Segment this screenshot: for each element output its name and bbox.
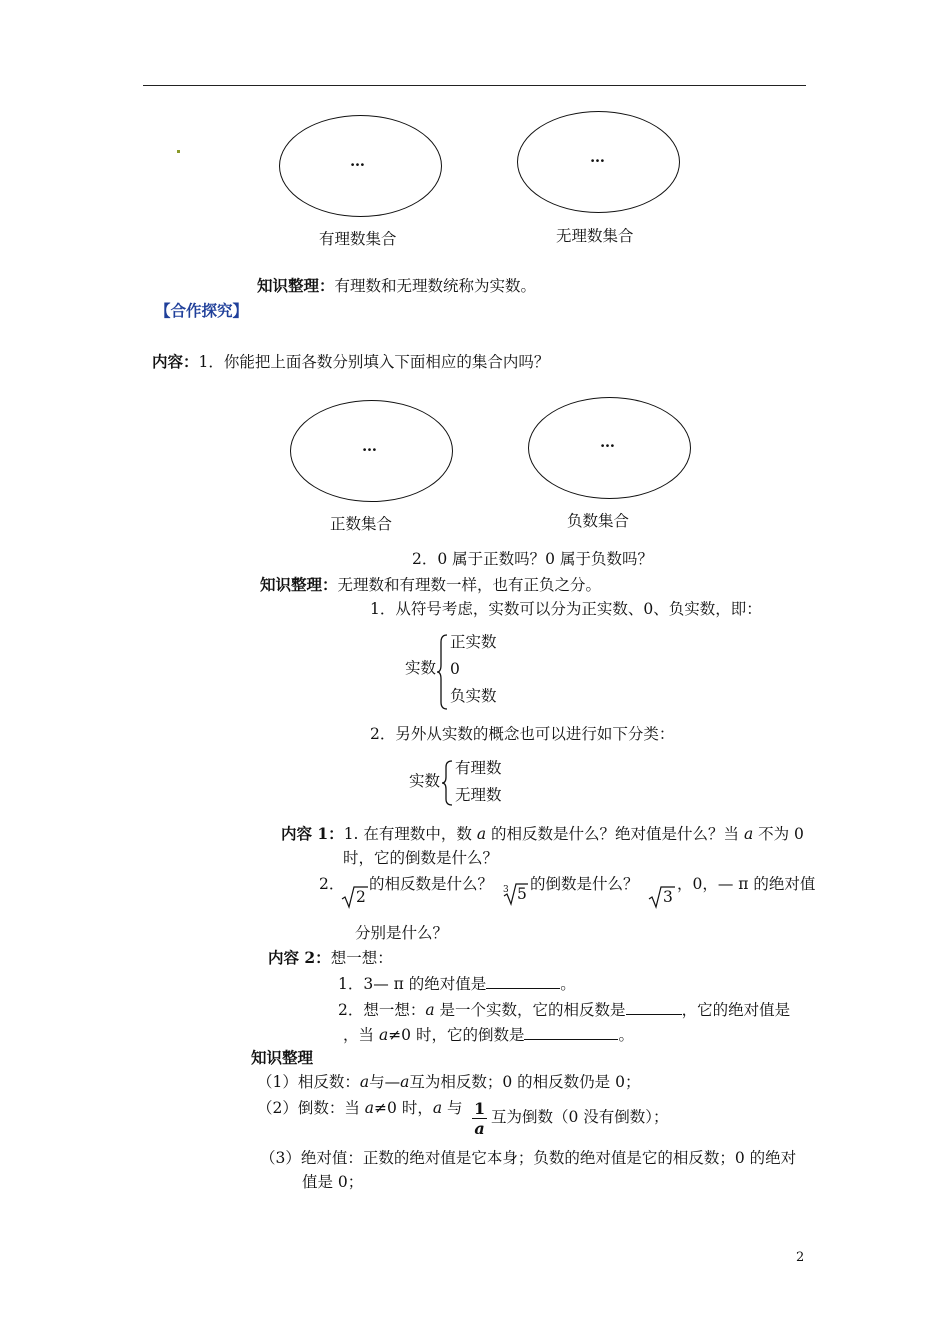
reciprocal-fraction xyxy=(472,1101,487,1137)
class1-item-negative: 负实数 xyxy=(450,687,497,705)
var-a: a xyxy=(400,1073,410,1091)
note3-head: 知识整理 xyxy=(251,1048,314,1067)
positive-set-label: 正数集合 xyxy=(330,515,393,533)
irrational-set-label: 无理数集合 xyxy=(556,227,634,245)
var-a: a xyxy=(476,825,487,843)
answer-blank-2[interactable] xyxy=(626,1001,682,1015)
content2-title-line xyxy=(268,950,393,967)
sqrt3-value: 3 xyxy=(663,888,673,906)
content2-l1-b: 。 xyxy=(560,975,576,993)
class1-root: 实数 xyxy=(405,659,437,677)
note3-p1 xyxy=(257,1075,640,1091)
content2-title: 想一想： xyxy=(330,949,393,967)
class1-brace xyxy=(436,634,448,710)
content2-l1-a: 1．3— π 的绝对值是 xyxy=(338,975,487,993)
section-heading: 【合作探究】 xyxy=(155,301,249,320)
content1-q2-num: 2． xyxy=(319,875,345,893)
content2-l2-c: ，它的绝对值是 xyxy=(681,1001,791,1019)
positive-set-dots: … xyxy=(362,437,378,455)
content2-l2-b: 是一个实数，它的相反数是 xyxy=(434,1001,626,1019)
note3-p2-d: 互为倒数（0 没有倒数）； xyxy=(491,1108,669,1126)
content-intro-head: 内容： xyxy=(152,352,199,371)
note2-text: 无理数和有理数一样，也有正负之分。 xyxy=(337,576,602,594)
note3-p2-c: 与 xyxy=(442,1099,463,1117)
var-a: a xyxy=(359,1073,370,1091)
note3-p2-b: ≠0 时， xyxy=(374,1099,433,1117)
content2-l3-a: ，当 xyxy=(343,1026,379,1044)
content1-q2-c: ，0，— π 的绝对值 xyxy=(677,875,816,893)
cbrt-index: 3 xyxy=(503,885,509,895)
fraction-numerator: 1 xyxy=(474,1099,486,1118)
var-a: a xyxy=(364,1099,375,1117)
content2-l3-b: ≠0 时，它的倒数是 xyxy=(388,1026,525,1044)
content1-q2-d: 分别是什么？ xyxy=(355,924,449,942)
content1-head: 内容 1： xyxy=(281,824,344,843)
note3-p3-line1: （3）绝对值：正数的绝对值是它本身；负数的绝对值是它的相反数；0 的绝对 xyxy=(260,1149,797,1167)
content2-line2 xyxy=(338,1001,790,1019)
irrational-set-dots: … xyxy=(590,148,606,166)
note3-p2-a: （2）倒数：当 xyxy=(257,1099,365,1117)
note3-p1-b: 与— xyxy=(369,1073,401,1091)
content1-line1-a: 1. 在有理数中，数 xyxy=(343,825,477,843)
class2-item-rational: 有理数 xyxy=(455,759,502,777)
note2-head: 知识整理： xyxy=(260,575,338,594)
content1-line1-c: 不为 0 xyxy=(753,825,804,843)
note1-text: 有理数和无理数统称为实数。 xyxy=(334,277,537,295)
answer-blank-3[interactable] xyxy=(524,1026,618,1040)
content-intro-text: 1．你能把上面各数分别填入下面相应的集合内吗？ xyxy=(198,353,550,371)
class1-intro: 1．从符号考虑，实数可以分为正实数、0、负实数，即： xyxy=(370,600,762,618)
note1 xyxy=(257,278,536,295)
negative-set-label: 负数集合 xyxy=(567,512,630,530)
negative-set-dots: … xyxy=(600,433,616,451)
class1-item-zero: 0 xyxy=(450,660,460,678)
content2-line3 xyxy=(343,1026,634,1044)
class2-root: 实数 xyxy=(409,772,441,790)
cbrt5-value: 5 xyxy=(517,885,527,903)
fraction-denominator: a xyxy=(474,1119,485,1138)
rational-set-label: 有理数集合 xyxy=(319,230,397,248)
content2-head: 内容 2： xyxy=(268,948,331,967)
content1-line2: 时，它的倒数是什么？ xyxy=(343,849,499,867)
var-a: a xyxy=(378,1026,389,1044)
note3-p1-c: 互为相反数；0 的相反数仍是 0； xyxy=(409,1073,641,1091)
content2-line1 xyxy=(338,975,576,993)
class2-intro: 2．另外从实数的概念也可以进行如下分类： xyxy=(370,725,675,743)
var-a: a xyxy=(743,825,754,843)
note3-p1-a: （1）相反数： xyxy=(257,1073,360,1091)
ink-speck xyxy=(177,150,180,153)
var-a: a xyxy=(425,1001,435,1019)
content1-line1-b: 的相反数是什么？绝对值是什么？当 xyxy=(486,825,744,843)
page-number: 2 xyxy=(796,1250,805,1265)
note2 xyxy=(260,577,601,594)
sqrt2-value: 2 xyxy=(356,888,366,906)
rational-set-dots: … xyxy=(350,152,366,170)
class2-item-irrational: 无理数 xyxy=(455,786,502,804)
question-2: 2．0 属于正数吗？0 属于负数吗？ xyxy=(412,550,653,568)
header-rule xyxy=(143,85,806,86)
content-intro xyxy=(152,354,549,371)
content1-line1 xyxy=(281,826,804,843)
content1-q2-a: 的相反数是什么？ xyxy=(369,875,494,893)
answer-blank-1[interactable] xyxy=(486,975,560,989)
note1-head: 知识整理： xyxy=(257,276,335,295)
var-a: a xyxy=(432,1099,443,1117)
note3-p2 xyxy=(257,1101,463,1117)
class1-item-positive: 正实数 xyxy=(450,633,497,651)
content2-l3-c: 。 xyxy=(618,1026,634,1044)
class2-brace xyxy=(441,760,453,806)
content1-q2-b: 的倒数是什么？ xyxy=(530,875,639,893)
content2-l2-a: 2．想一想： xyxy=(338,1001,426,1019)
fraction xyxy=(472,1101,487,1137)
note3-p3-line2: 值是 0； xyxy=(302,1173,364,1191)
